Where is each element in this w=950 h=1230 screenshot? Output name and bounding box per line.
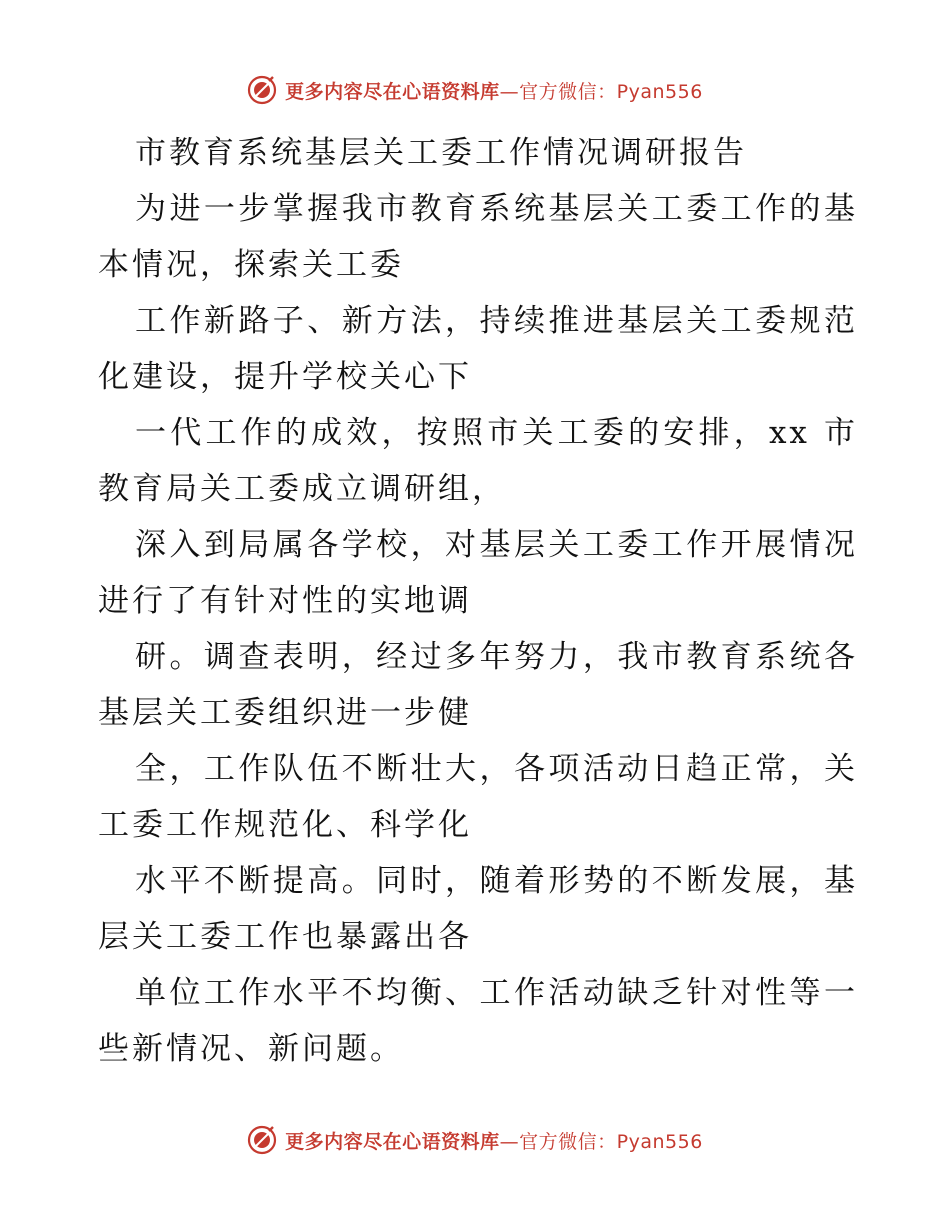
footer-separator: — — [499, 1130, 520, 1153]
paragraph-line: 为进一步掌握我市教育系统基层关工委工作的基 — [135, 191, 858, 227]
red-seal-logo-icon — [247, 75, 277, 105]
paragraph-line: 一代工作的成效，按照市关工委的安排，xx 市 — [135, 415, 858, 451]
paragraph-line: 层关工委工作也暴露出各 — [98, 919, 472, 955]
paragraph-line: 基层关工委组织进一步健 — [98, 695, 472, 731]
footer-brand-text: 更多内容尽在心语资料库 — [285, 1130, 500, 1153]
paragraph-line: 工作新路子、新方法，持续推进基层关工委规范 — [135, 303, 858, 339]
footer-wechat-text: 官方微信：Pyan556 — [519, 1130, 703, 1153]
footer-banner-text — [285, 1127, 703, 1154]
header-wechat-text: 官方微信：Pyan556 — [519, 80, 703, 103]
header-banner-text — [285, 77, 703, 104]
header-banner — [0, 70, 950, 110]
paragraph-line: 些新情况、新问题。 — [98, 1031, 404, 1067]
header-brand-text: 更多内容尽在心语资料库 — [285, 80, 500, 103]
header-separator: — — [499, 80, 520, 103]
document-title: 市教育系统基层关工委工作情况调研报告 — [135, 135, 747, 171]
paragraph-line: 化建设，提升学校关心下 — [98, 359, 472, 395]
paragraph-line: 水平不断提高。同时，随着形势的不断发展，基 — [135, 863, 858, 899]
paragraph-line: 深入到局属各学校，对基层关工委工作开展情况 — [135, 527, 858, 563]
document-body — [98, 125, 858, 1077]
footer-banner — [0, 1120, 950, 1160]
paragraph-line: 工委工作规范化、科学化 — [98, 807, 472, 843]
red-seal-logo-icon — [247, 1125, 277, 1155]
paragraph-line: 教育局关工委成立调研组， — [98, 471, 506, 507]
paragraph-line: 进行了有针对性的实地调 — [98, 583, 472, 619]
paragraph-line: 全，工作队伍不断壮大，各项活动日趋正常，关 — [135, 751, 858, 787]
paragraph-line: 单位工作水平不均衡、工作活动缺乏针对性等一 — [135, 975, 858, 1011]
paragraph-line: 研。调查表明，经过多年努力，我市教育系统各 — [135, 639, 858, 675]
paragraph-line: 本情况，探索关工委 — [98, 247, 404, 283]
